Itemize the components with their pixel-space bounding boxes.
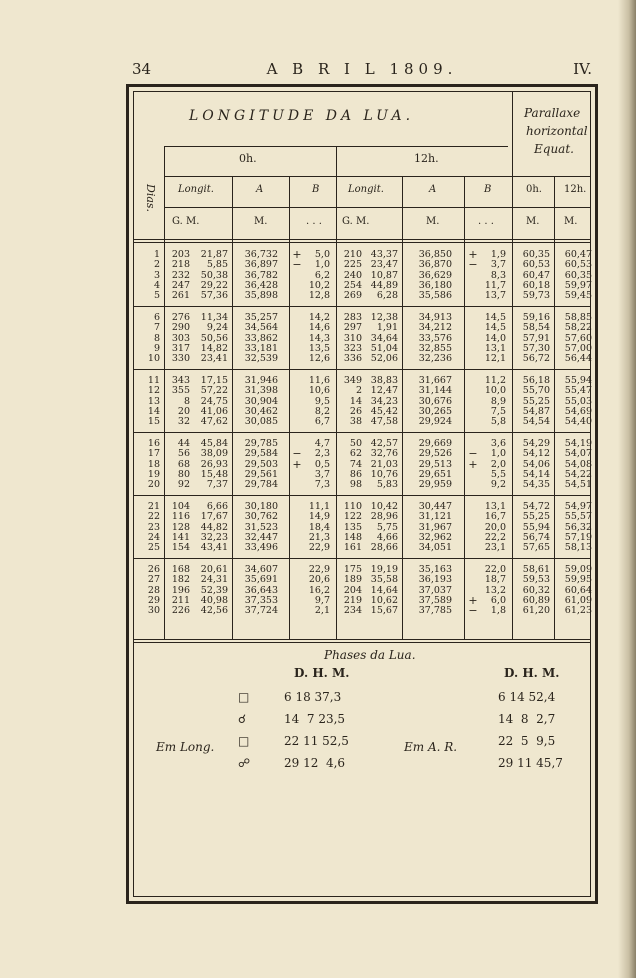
group-divider <box>134 369 590 370</box>
table-cell-b0: 4,7 2,3 0,5 3,7 7,3 <box>314 438 330 491</box>
table-cell-g0: 203 218 232 247 261 <box>171 249 190 302</box>
table-cell-sb12: + − <box>468 248 478 272</box>
table-cell-a0: 35,257 34,564 33,862 33,181 32,539 <box>244 312 278 365</box>
subheader-longit-12h: Longit. <box>348 184 384 195</box>
table-cell-b0: 11,1 14,9 18,4 21,3 22,9 <box>308 501 330 554</box>
table-cell-days: 6 7 8 9 10 <box>147 312 160 365</box>
table-cell-days: 21 22 23 24 25 <box>147 501 160 554</box>
table-title: LONGITUDE DA LUA. <box>189 108 415 124</box>
grid-line <box>164 207 590 208</box>
unit-m-par-12h: M. <box>564 216 578 227</box>
phase-time-long: 14 7 23,5 <box>284 712 346 726</box>
table-cell-a0: 36,732 36,897 36,782 36,428 35,898 <box>244 249 278 302</box>
table-cell-b0: 22,9 20,6 16,2 9,7 2,1 <box>308 564 330 617</box>
table-cell-p0: 60,35 60,53 60,47 60,18 59,73 <box>522 249 550 302</box>
table-cell-a12: 30,447 31,121 31,967 32,962 34,051 <box>418 501 452 554</box>
table-cell-sb12: − + <box>468 447 478 471</box>
page-gutter <box>618 0 636 978</box>
table-cell-days: 11 12 13 14 15 <box>147 375 160 428</box>
table-cell-days: 16 17 18 19 20 <box>147 438 160 491</box>
parallax-title-line1: Parallaxe <box>524 106 581 120</box>
group-divider <box>134 558 590 559</box>
table-frame <box>126 84 598 904</box>
unit-m-a-12h: M. <box>426 216 440 227</box>
table-cell-m0: 45,84 38,09 26,93 15,48 7,37 <box>200 438 228 491</box>
parallax-col-0h: 0h. <box>526 184 542 195</box>
table-cell-b12: 11,2 10,0 8,9 7,5 5,8 <box>484 375 506 428</box>
grid-line <box>134 239 590 240</box>
table-cell-sb0: + − <box>292 248 302 272</box>
grid-line <box>134 242 590 243</box>
table-cell-b12: 14,5 14,5 14,0 13,1 12,1 <box>484 312 506 365</box>
parallax-col-12h: 12h. <box>564 184 587 195</box>
grid-line <box>164 176 590 177</box>
table-cell-p12: 54,19 54,07 54,08 54,22 54,51 <box>564 438 592 491</box>
unit-gm-12h: G. M. <box>342 216 370 227</box>
table-cell-b0: 14,2 14,6 14,3 13,5 12,6 <box>308 312 330 365</box>
phase-time-ar: 6 14 52,4 <box>498 690 556 704</box>
table-cell-g0: 168 182 196 211 226 <box>171 564 190 617</box>
parallax-title-line3: Equat. <box>534 142 574 156</box>
phase-symbol-icon: ☌ <box>238 712 247 726</box>
page-header <box>132 60 592 80</box>
table-inner-border <box>133 91 591 897</box>
table-cell-g12: 50 62 74 86 98 <box>349 438 362 491</box>
table-cell-m0: 21,87 5,85 50,38 29,22 57,36 <box>200 249 228 302</box>
grid-line <box>336 146 337 639</box>
phase-symbol-icon: ☍ <box>238 756 251 770</box>
table-cell-days: 26 27 28 29 30 <box>147 564 160 617</box>
table-cell-m0: 20,61 24,31 52,39 40,98 42,56 <box>200 564 228 617</box>
table-cell-g12: 210 225 240 254 269 <box>343 249 362 302</box>
em-ar-label: Em A. R. <box>404 740 458 754</box>
phase-symbol-icon: □ <box>238 734 250 748</box>
table-cell-b12: 1,9 3,7 8,3 11,7 13,7 <box>484 249 506 302</box>
unit-dots-12h: . . . <box>478 216 494 227</box>
unit-m-par-0h: M. <box>526 216 540 227</box>
table-cell-m12: 42,57 32,76 21,03 10,76 5,83 <box>370 438 398 491</box>
table-cell-sb0: − + <box>292 447 302 471</box>
table-cell-g12: 283 297 310 323 336 <box>343 312 362 365</box>
table-cell-m12: 43,37 23,47 10,87 44,89 6,28 <box>370 249 398 302</box>
page-number: 34 <box>132 60 152 78</box>
table-cell-m12: 10,42 28,96 5,75 4,66 28,66 <box>370 501 398 554</box>
table-cell-sb12: + − <box>468 593 478 618</box>
section-numeral: IV. <box>573 60 592 78</box>
table-cell-p0: 59,16 58,54 57,91 57,30 56,72 <box>522 312 550 365</box>
phase-time-ar: 29 11 45,7 <box>498 756 563 770</box>
phase-symbol-icon: □ <box>238 690 250 704</box>
table-cell-a0: 31,946 31,398 30,904 30,462 30,085 <box>244 375 278 428</box>
table-cell-g12: 349 2 14 26 38 <box>343 375 362 428</box>
grid-line <box>554 176 555 639</box>
table-cell-b12: 13,1 16,7 20,0 22,2 23,1 <box>484 501 506 554</box>
phase-time-long: 22 11 52,5 <box>284 734 349 748</box>
table-cell-g0: 44 56 68 80 92 <box>177 438 190 491</box>
grid-line <box>464 176 465 639</box>
group-divider <box>134 495 590 496</box>
table-cell-m12: 38,83 12,47 34,23 45,42 47,58 <box>370 375 398 428</box>
table-cell-a0: 30,180 30,762 31,523 32,447 33,496 <box>244 501 278 554</box>
parallax-title-line2: horizontal <box>526 124 588 138</box>
dias-label: Dias. <box>144 184 157 213</box>
page-title: A B R I L 1809. <box>266 60 458 78</box>
table-cell-b12: 3,6 1,0 2,0 5,5 9,2 <box>490 438 506 491</box>
group-divider <box>134 432 590 433</box>
unit-dots-0h: . . . <box>306 216 322 227</box>
table-cell-m0: 6,66 17,67 44,82 32,23 43,41 <box>200 501 228 554</box>
grid-line <box>512 92 513 639</box>
table-cell-m12: 12,38 1,91 34,64 51,04 52,06 <box>370 312 398 365</box>
subheader-longit-0h: Longit. <box>178 184 214 195</box>
table-cell-a12: 31,667 31,144 30,676 30,265 29,924 <box>418 375 452 428</box>
phases-head-left: D. H. M. <box>294 666 350 680</box>
table-cell-b12: 22,0 18,7 13,2 6,0 1,8 <box>484 564 506 617</box>
table-cell-a12: 29,669 29,526 29,513 29,651 29,959 <box>418 438 452 491</box>
table-cell-m12: 19,19 35,58 14,64 10,62 15,67 <box>370 564 398 617</box>
table-cell-a12: 34,913 34,212 33,576 32,855 32,236 <box>418 312 452 365</box>
table-cell-b0: 5,0 1,0 6,2 10,2 12,8 <box>308 249 330 302</box>
table-cell-b0: 11,6 10,6 9,5 8,2 6,7 <box>308 375 330 428</box>
table-cell-p12: 59,09 59,95 60,64 61,09 61,23 <box>564 564 592 617</box>
table-cell-m0: 17,15 57,22 24,75 41,06 47,62 <box>200 375 228 428</box>
table-cell-p12: 60,47 60,53 60,35 59,97 59,45 <box>564 249 592 302</box>
em-long-label: Em Long. <box>156 740 215 754</box>
table-cell-p0: 58,61 59,53 60,32 60,89 61,20 <box>522 564 550 617</box>
table-cell-p12: 54,97 55,57 56,32 57,19 58,13 <box>564 501 592 554</box>
phase-time-ar: 22 5 9,5 <box>498 734 556 748</box>
group-divider <box>134 306 590 307</box>
subheader-a-0h: A <box>256 184 264 195</box>
grid-line <box>134 642 590 643</box>
subheader-b-0h: B <box>312 184 320 195</box>
col-header-12h: 12h. <box>414 152 439 165</box>
table-cell-days: 1 2 3 4 5 <box>153 249 160 302</box>
col-header-0h: 0h. <box>239 152 257 165</box>
table-cell-p12: 58,85 58,22 57,60 57,00 56,44 <box>564 312 592 365</box>
subheader-a-12h: A <box>429 184 437 195</box>
subheader-b-12h: B <box>484 184 492 195</box>
table-cell-g0: 104 116 128 141 154 <box>171 501 190 554</box>
table-cell-g12: 175 189 204 219 234 <box>343 564 362 617</box>
phase-time-ar: 14 8 2,7 <box>498 712 556 726</box>
phase-time-long: 29 12 4,6 <box>284 756 346 770</box>
table-cell-g0: 276 290 303 317 330 <box>171 312 190 365</box>
table-cell-p12: 55,94 55,47 55,03 54,69 54,40 <box>564 375 592 428</box>
table-cell-p0: 54,29 54,12 54,06 54,14 54,35 <box>522 438 550 491</box>
table-cell-a0: 34,607 35,691 36,643 37,353 37,724 <box>244 564 278 617</box>
grid-line <box>164 146 165 639</box>
table-cell-p0: 54,72 55,25 55,94 56,74 57,65 <box>522 501 550 554</box>
table-cell-a12: 36,850 36,870 36,629 36,180 35,586 <box>418 249 452 302</box>
phases-title: Phases da Lua. <box>324 648 416 662</box>
table-cell-p0: 56,18 55,70 55,25 54,87 54,54 <box>522 375 550 428</box>
grid-line <box>402 176 403 639</box>
phases-head-right: D. H. M. <box>504 666 560 680</box>
table-cell-g0: 343 355 8 20 32 <box>171 375 190 428</box>
unit-m-a-0h: M. <box>254 216 268 227</box>
grid-line <box>134 639 590 640</box>
grid-line <box>289 176 290 639</box>
unit-gm-0h: G. M. <box>172 216 200 227</box>
table-cell-a0: 29,785 29,584 29,503 29,561 29,784 <box>244 438 278 491</box>
table-cell-g12: 110 122 135 148 161 <box>343 501 362 554</box>
phase-time-long: 6 18 37,3 <box>284 690 342 704</box>
table-cell-a12: 35,163 36,193 37,037 37,589 37,785 <box>418 564 452 617</box>
grid-line <box>232 176 233 639</box>
table-cell-m0: 11,34 9,24 50,56 14,82 23,41 <box>200 312 228 365</box>
